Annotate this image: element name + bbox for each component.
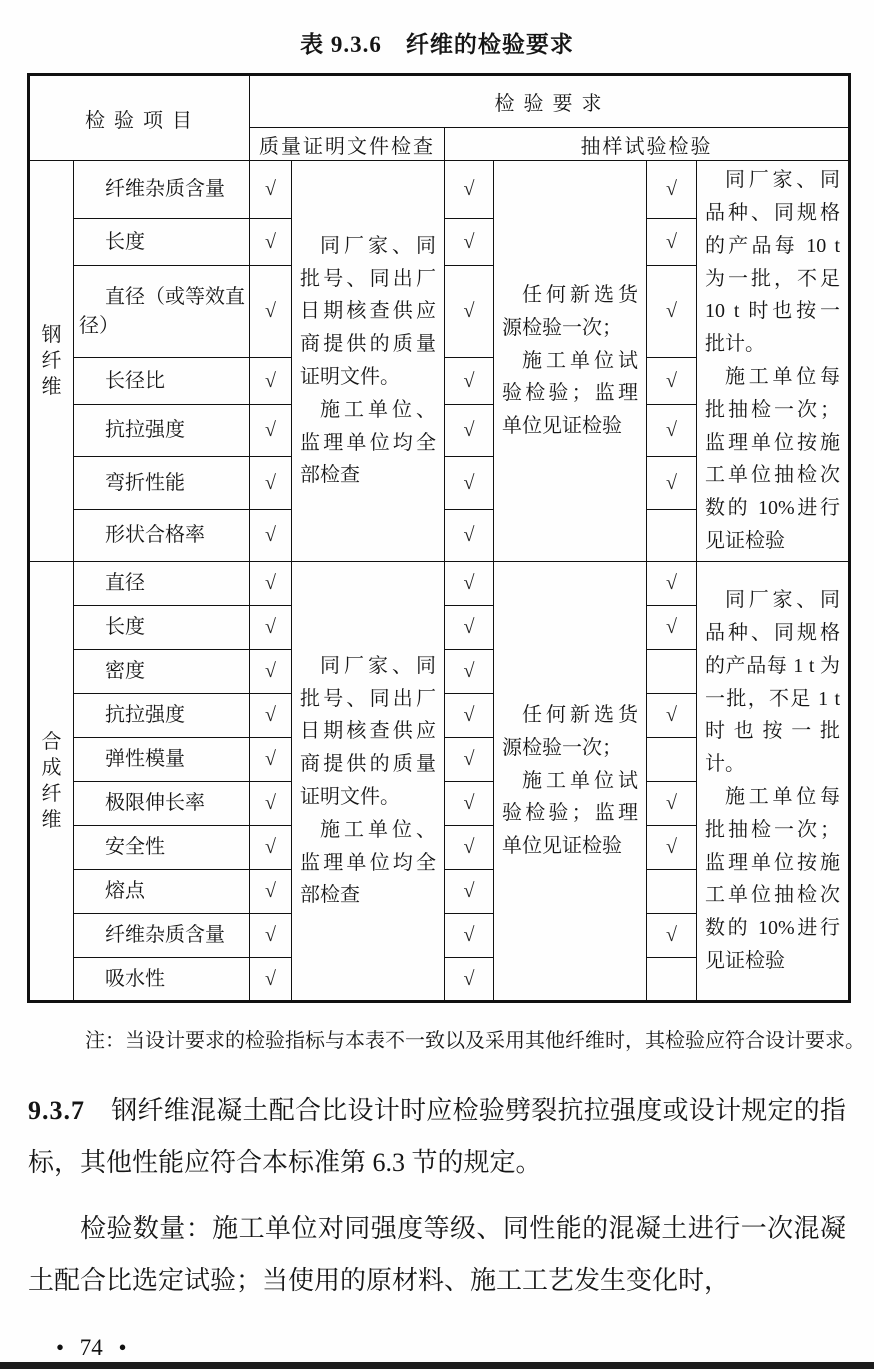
table-row — [29, 562, 850, 606]
sample-check-cell: √ — [445, 358, 494, 405]
witness-check-cell: √ — [647, 606, 697, 650]
witness-check-cell: √ — [647, 405, 697, 457]
doc-check-cell: √ — [250, 650, 292, 694]
witness-check-cell: √ — [647, 694, 697, 738]
item-cell: 长度 — [74, 219, 250, 266]
doc-check-cell: √ — [250, 219, 292, 266]
clause-number: 9.3.7 — [28, 1096, 85, 1125]
doc-text-cell: 同厂家、同批号、同出厂日期核查供应商提供的质量证明文件。 施工单位、监理单位均全部检查 — [292, 161, 445, 562]
sample-check-cell: √ — [445, 914, 494, 958]
table-note — [85, 1023, 867, 1059]
item-cell: 密度 — [74, 650, 250, 694]
doc-check-cell: √ — [250, 738, 292, 782]
item-cell: 熔点 — [74, 870, 250, 914]
item-cell: 安全性 — [74, 826, 250, 870]
witness-check-cell: √ — [647, 914, 697, 958]
witness-check-cell — [647, 650, 697, 694]
doc-check-cell: √ — [250, 870, 292, 914]
note-label: 注： — [85, 1030, 125, 1052]
witness-check-cell — [647, 510, 697, 562]
item-cell: 弯折性能 — [74, 457, 250, 510]
sample-check-cell: √ — [445, 457, 494, 510]
item-cell: 抗拉强度 — [74, 405, 250, 457]
doc-check-cell: √ — [250, 510, 292, 562]
header-item-col: 检 验 项 目 — [29, 75, 250, 161]
item-cell: 形状合格率 — [74, 510, 250, 562]
sample-check-cell: √ — [445, 738, 494, 782]
batch-text-cell: 同厂家、同品种、同规格的产品每 10 t 为一批，不足 10 t 时也按一批计。 施工单位每批抽检一次；监理单位按施工单位抽检次数的 10%进行见证检验 — [697, 161, 850, 562]
doc-check-cell: √ — [250, 266, 292, 358]
witness-check-cell — [647, 870, 697, 914]
doc-check-cell: √ — [250, 562, 292, 606]
witness-check-cell: √ — [647, 826, 697, 870]
sample-check-cell: √ — [445, 562, 494, 606]
sample-check-cell: √ — [445, 219, 494, 266]
witness-check-cell: √ — [647, 219, 697, 266]
witness-check-cell: √ — [647, 457, 697, 510]
header-sampling-check: 抽样试验检验 — [445, 128, 850, 161]
sample-check-cell: √ — [445, 405, 494, 457]
doc-text-cell: 同厂家、同批号、同出厂日期核查供应商提供的质量证明文件。 施工单位、监理单位均全部检查 — [292, 562, 445, 1002]
item-cell: 长度 — [74, 606, 250, 650]
doc-check-cell: √ — [250, 782, 292, 826]
fiber-inspection-table — [27, 73, 851, 1003]
doc-check-cell: √ — [250, 358, 292, 405]
witness-check-cell — [647, 958, 697, 1002]
doc-check-cell: √ — [250, 914, 292, 958]
doc-check-cell: √ — [250, 606, 292, 650]
witness-check-cell: √ — [647, 782, 697, 826]
sample-check-cell: √ — [445, 826, 494, 870]
sample-check-cell: √ — [445, 650, 494, 694]
sample-check-cell: √ — [445, 161, 494, 219]
item-cell: 弹性模量 — [74, 738, 250, 782]
item-cell: 纤维杂质含量 — [74, 914, 250, 958]
doc-check-cell: √ — [250, 457, 292, 510]
sample-check-cell: √ — [445, 266, 494, 358]
item-cell: 直径 — [74, 562, 250, 606]
doc-check-cell: √ — [250, 958, 292, 1002]
sample-text-cell: 任何新选货源检验一次； 施工单位试验检验；监理单位见证检验 — [494, 161, 647, 562]
inspection-quantity-para: 检验数量：施工单位对同强度等级、同性能的混凝土进行一次混凝土配合比选定试验；当使用的原材料、施工工艺发生变化时， — [28, 1214, 846, 1295]
category-cell: 合 成 纤 维 — [29, 562, 74, 1002]
item-cell: 纤维杂质含量 — [74, 161, 250, 219]
sample-check-cell: √ — [445, 694, 494, 738]
table-caption: 表 9.3.6 纤维的检验要求 — [300, 32, 574, 57]
item-cell: 极限伸长率 — [74, 782, 250, 826]
witness-check-cell: √ — [647, 562, 697, 606]
header-doc-check: 质量证明文件检查 — [250, 128, 445, 161]
sample-check-cell: √ — [445, 782, 494, 826]
sample-check-cell: √ — [445, 606, 494, 650]
witness-check-cell: √ — [647, 161, 697, 219]
table-row — [29, 161, 850, 219]
doc-check-cell: √ — [250, 405, 292, 457]
item-cell: 吸水性 — [74, 958, 250, 1002]
clause-9-3-7 — [28, 1085, 846, 1189]
header-row — [29, 75, 850, 128]
item-cell: 长径比 — [74, 358, 250, 405]
item-cell: 抗拉强度 — [74, 694, 250, 738]
scan-edge-artifact — [0, 1362, 874, 1369]
batch-text-cell: 同厂家、同品种、同规格的产品每 1 t 为一批，不足 1 t 时也按一批计。 施工单位每批抽检一次；监理单位按施工单位抽检次数的 10%进行见证检验 — [697, 562, 850, 1002]
doc-check-cell: √ — [250, 826, 292, 870]
sample-text-cell: 任何新选货源检验一次； 施工单位试验检验；监理单位见证检验 — [494, 562, 647, 1002]
category-cell: 钢 纤 维 — [29, 161, 74, 562]
item-cell: 直径（或等效直径） — [74, 266, 250, 358]
witness-check-cell — [647, 738, 697, 782]
note-text: 当设计要求的检验指标与本表不一致以及采用其他纤维时，其检验应符合设计要求。 — [125, 1030, 865, 1052]
sample-check-cell: √ — [445, 870, 494, 914]
sample-check-cell: √ — [445, 958, 494, 1002]
doc-check-cell: √ — [250, 694, 292, 738]
doc-check-cell: √ — [250, 161, 292, 219]
witness-check-cell: √ — [647, 266, 697, 358]
header-requirements-col: 检 验 要 求 — [250, 75, 850, 128]
clause-text: 钢纤维混凝土配合比设计时应检验劈裂抗拉强度或设计规定的指标，其他性能应符合本标准第 6.3 节的规定。 — [28, 1096, 846, 1177]
sample-check-cell: √ — [445, 510, 494, 562]
page-number: • 74 • — [56, 1335, 127, 1360]
witness-check-cell: √ — [647, 358, 697, 405]
